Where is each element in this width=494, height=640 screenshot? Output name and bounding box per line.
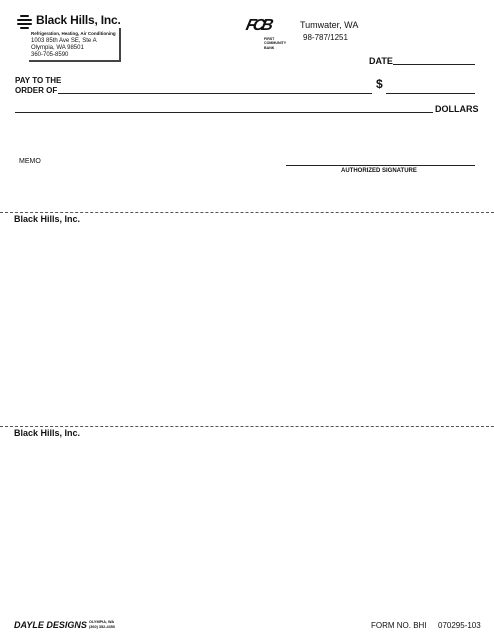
- perforation-line: [0, 426, 494, 427]
- company-address-line2: Olympia, WA 98501: [31, 45, 84, 51]
- bank-logo-icon: FCB: [244, 17, 272, 34]
- stub-title: Black Hills, Inc.: [14, 214, 81, 224]
- bank-name-line: FIRST: [264, 37, 275, 41]
- printer-name: DAYLE DESIGNS: [14, 620, 87, 630]
- stub-title: Black Hills, Inc.: [14, 428, 81, 438]
- bank-routing: 98-787/1251: [303, 33, 348, 42]
- written-amount-line[interactable]: [15, 112, 433, 113]
- bank-name: [264, 37, 286, 50]
- form-number: FORM NO. BHI: [371, 621, 427, 630]
- pay-to-label: [15, 76, 61, 96]
- memo-label: MEMO: [19, 158, 41, 165]
- payee-line[interactable]: [58, 93, 372, 94]
- signature-label: AUTHORIZED SIGNATURE: [341, 168, 417, 174]
- pay-to-line1: PAY TO THE: [15, 76, 62, 85]
- perforation-line: [0, 212, 494, 213]
- bank-name-line: COMMUNITY: [264, 41, 287, 46]
- company-name: Black Hills, Inc.: [36, 13, 121, 27]
- amount-line[interactable]: [386, 93, 475, 94]
- company-address-line1: 1003 85th Ave SE, Ste A: [31, 38, 97, 44]
- printer-info: [89, 620, 115, 629]
- printer-city: OLYMPIA, WA: [89, 620, 115, 624]
- bank-name-line: BANK: [264, 45, 275, 50]
- pay-to-line2: ORDER OF: [15, 86, 58, 95]
- company-phone: 360-705-8590: [31, 52, 69, 58]
- dollar-sign: $: [376, 77, 383, 91]
- printer-phone: (360) 352-4350: [89, 624, 115, 629]
- bank-city: Tumwater, WA: [300, 20, 359, 30]
- date-label: DATE: [369, 56, 393, 66]
- dollars-label: DOLLARS: [435, 104, 479, 114]
- company-tagline: Refrigeration, Heating, Air Conditioning: [31, 31, 116, 36]
- signature-line[interactable]: [286, 165, 475, 166]
- date-line[interactable]: [393, 64, 475, 65]
- form-code: 070295-103: [438, 621, 481, 630]
